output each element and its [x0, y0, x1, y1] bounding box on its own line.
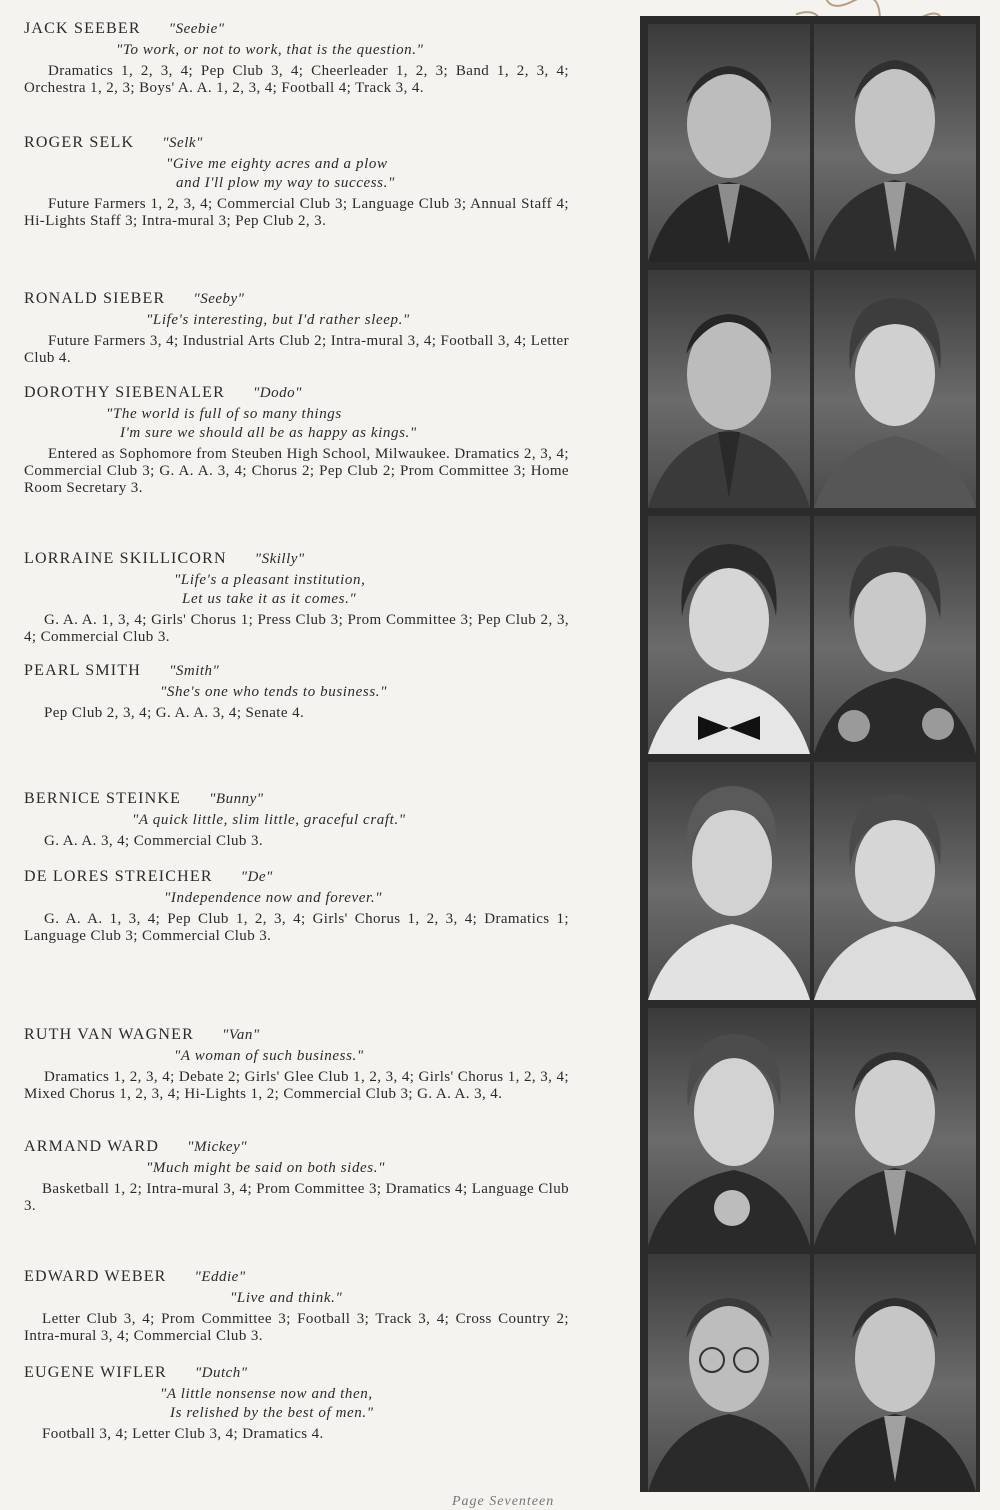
student-entry [24, 1364, 569, 1443]
student-quote: "Life's interesting, but I'd rather sleep." [146, 312, 410, 328]
photo-column [640, 16, 980, 1492]
student-name: ROGER SELK [24, 134, 135, 151]
student-portrait [814, 24, 976, 262]
student-quote-line: "Give me eighty acres and a plow [166, 156, 388, 172]
student-activities: Dramatics 1, 2, 3, 4; Debate 2; Girls' Glee Club 1, 2, 3, 4; Girls' Chorus 1, 2, 3, 4; Mixed Chorus 1, 2, 3, 4; Hi-Lights 1, 2; Commercial Club 3; G. A. A. 3, 4. [24, 1069, 569, 1102]
student-nickname: "Dodo" [253, 385, 302, 401]
student-activities: Future Farmers 3, 4; Industrial Arts Club 2; Intra-mural 3, 4; Football 3, 4; Letter Club 4. [24, 333, 569, 366]
student-nickname: "De" [240, 869, 273, 885]
student-name: JACK SEEBER [24, 20, 141, 37]
student-activities: Dramatics 1, 2, 3, 4; Pep Club 3, 4; Cheerleader 1, 2, 3; Band 1, 2, 3, 4; Orchestra 1, 2, 3; Boys' A. A. 1, 2, 3, 4; Football 4; Track 3, 4. [24, 63, 569, 96]
student-portrait [814, 762, 976, 1000]
student-quote: "A quick little, slim little, graceful craft." [132, 812, 406, 828]
student-activities: Future Farmers 1, 2, 3, 4; Commercial Club 3; Language Club 3; Annual Staff 4; Hi-Lights Staff 3; Intra-mural 3; Pep Club 2, 3. [24, 196, 569, 229]
student-nickname: "Selk" [162, 135, 203, 151]
student-name: PEARL SMITH [24, 662, 142, 679]
student-quote: "To work, or not to work, that is the question." [116, 42, 424, 58]
student-nickname: "Eddie" [194, 1269, 246, 1285]
student-activities: Pep Club 2, 3, 4; G. A. A. 3, 4; Senate 4. [44, 705, 305, 721]
student-nickname: "Skilly" [254, 551, 305, 567]
student-portrait [814, 1254, 976, 1492]
student-entry [24, 134, 569, 230]
student-entry [24, 662, 569, 722]
student-activities: Basketball 1, 2; Intra-mural 3, 4; Prom Committee 3; Dramatics 4; Language Club 3. [24, 1181, 569, 1214]
student-nickname: "Bunny" [209, 791, 264, 807]
student-name: ARMAND WARD [24, 1138, 160, 1155]
student-name: DE LORES STREICHER [24, 868, 213, 885]
student-portrait [648, 24, 810, 262]
student-quote: "Live and think." [230, 1290, 343, 1306]
page-number: Page Seventeen [452, 1494, 555, 1509]
student-name: DOROTHY SIEBENALER [24, 384, 225, 401]
student-portrait [648, 516, 810, 754]
student-entry [24, 550, 569, 646]
student-portrait [814, 516, 976, 754]
student-entry [24, 790, 569, 850]
student-activities: Letter Club 3, 4; Prom Committee 3; Football 3; Track 3, 4; Cross Country 2; Intra-mural 3, 4; Commercial Club 3. [24, 1311, 569, 1344]
student-portrait [648, 270, 810, 508]
student-nickname: "Seebie" [168, 21, 225, 37]
student-name: RUTH VAN WAGNER [24, 1026, 195, 1043]
student-quote-line: Let us take it as it comes." [182, 591, 357, 607]
student-entry [24, 1026, 569, 1103]
student-quote: "Independence now and forever." [164, 890, 383, 906]
student-quote-line: "A little nonsense now and then, [160, 1386, 373, 1402]
student-quote: "She's one who tends to business." [160, 684, 388, 700]
student-activities: Entered as Sophomore from Steuben High School, Milwaukee. Dramatics 2, 3, 4; Commercial Club 3; G. A. A. 3, 4; Chorus 2; Pep Club 2; Prom Committee 3; Home Room Secretary 3. [24, 446, 569, 496]
student-quote-line: Is relished by the best of men." [170, 1405, 374, 1421]
student-quote: "Much might be said on both sides." [146, 1160, 385, 1176]
student-portrait [814, 270, 976, 508]
student-nickname: "Seeby" [193, 291, 245, 307]
student-entry [24, 384, 569, 497]
student-name: EDWARD WEBER [24, 1268, 167, 1285]
student-name: BERNICE STEINKE [24, 790, 182, 807]
student-entry [24, 290, 569, 367]
student-quote: "A woman of such business." [174, 1048, 364, 1064]
student-portrait [648, 1254, 810, 1492]
student-nickname: "Smith" [169, 663, 220, 679]
student-entry [24, 1268, 569, 1345]
student-portrait [648, 762, 810, 1000]
student-activities: Football 3, 4; Letter Club 3, 4; Dramatics 4. [42, 1426, 324, 1442]
student-name: EUGENE WIFLER [24, 1364, 167, 1381]
student-quote-line: "The world is full of so many things [106, 406, 342, 422]
student-entry [24, 868, 569, 945]
student-activities: G. A. A. 3, 4; Commercial Club 3. [44, 833, 264, 849]
student-quote-line: and I'll plow my way to success." [176, 175, 395, 191]
student-nickname: "Mickey" [187, 1139, 248, 1155]
student-portrait [814, 1008, 976, 1246]
student-entry [24, 1138, 569, 1215]
student-activities: G. A. A. 1, 3, 4; Pep Club 1, 2, 3, 4; Girls' Chorus 1, 2, 3, 4; Dramatics 1; Language Club 3; Commercial Club 3. [24, 911, 569, 944]
student-portrait [648, 1008, 810, 1246]
student-nickname: "Dutch" [194, 1365, 248, 1381]
student-name: LORRAINE SKILLICORN [24, 550, 227, 567]
student-name: RONALD SIEBER [24, 290, 166, 307]
student-quote-line: I'm sure we should all be as happy as kings." [120, 425, 417, 441]
student-activities: G. A. A. 1, 3, 4; Girls' Chorus 1; Press Club 3; Prom Committee 3; Pep Club 2, 3, 4; Commercial Club 3. [24, 612, 569, 645]
student-nickname: "Van" [222, 1027, 260, 1043]
student-entry [24, 20, 569, 97]
student-quote-line: "Life's a pleasant institution, [174, 572, 366, 588]
